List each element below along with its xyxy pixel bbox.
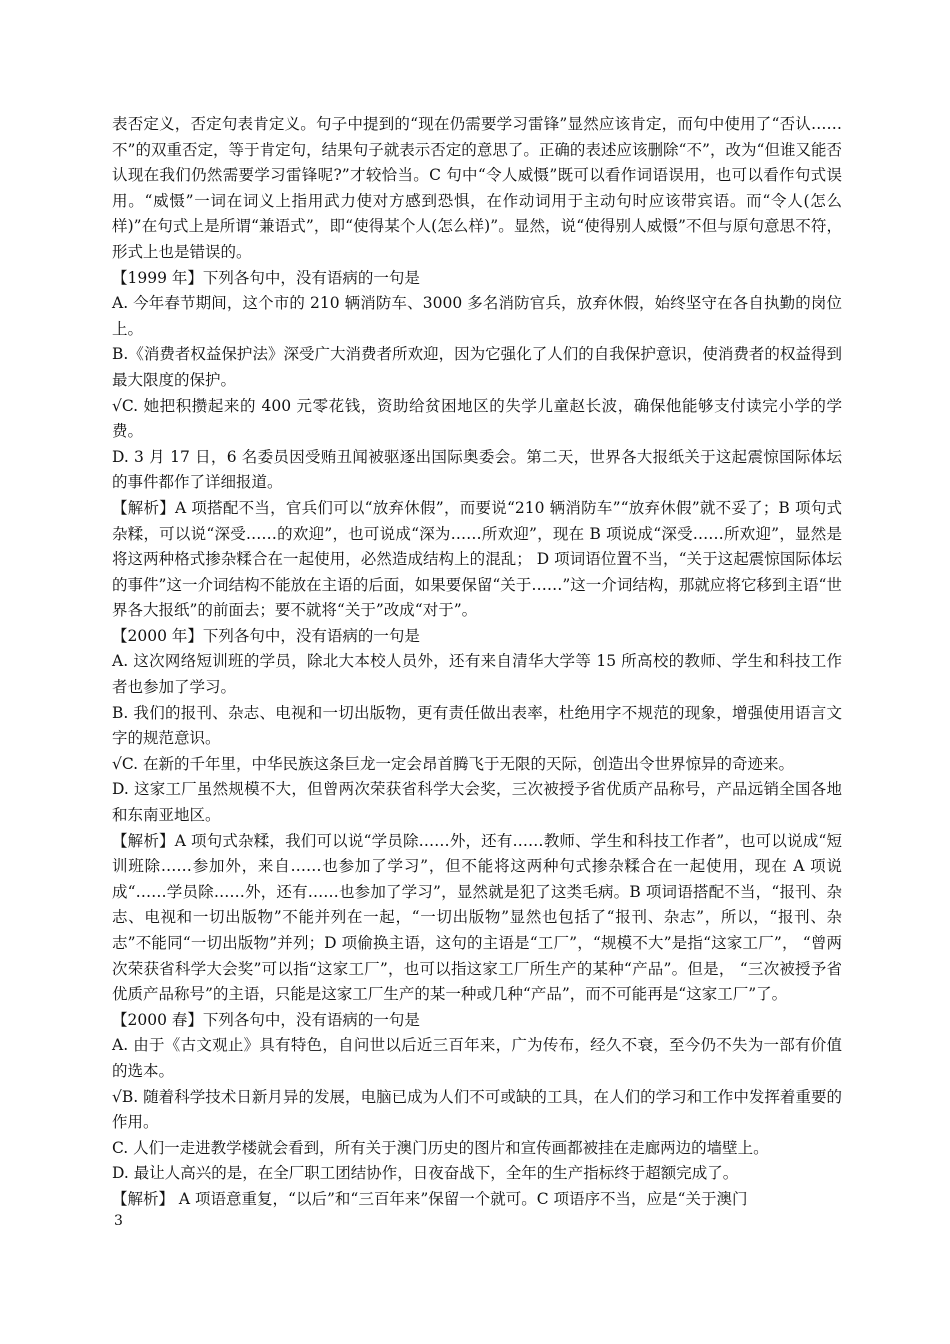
option-c-correct: √C. 她把积攒起来的 400 元零花钱，资助给贫困地区的失学儿童赵长波，确保他能够支付读完小学的学费。 xyxy=(112,396,842,441)
document-body xyxy=(112,112,842,1213)
analysis-paragraph: 【解析】 A 项语意重复，“以后”和“三百年来”保留一个就可。C 项语序不当，应是“关于澳门 xyxy=(112,1189,748,1208)
option-b-correct: √B. 随着科学技术日新月异的发展，电脑已成为人们不可或缺的工具，在人们的学习和工作中发挥着重要的作用。 xyxy=(112,1087,842,1132)
option-b: B.《消费者权益保护法》深受广大消费者所欢迎，因为它强化了人们的自我保护意识，使消费者的权益得到最大限度的保护。 xyxy=(112,345,842,389)
option-c-correct: √C. 在新的千年里，中华民族这条巨龙一定会昂首腾飞于无限的天际，创造出令世界惊异的奇迹来。 xyxy=(112,754,795,773)
option-d: D. 这家工厂虽然规模不大，但曾两次荣获省科学大会奖，三次被授予省优质产品称号，产品远销全国各地和东南亚地区。 xyxy=(112,780,842,825)
question-heading-1999: 【1999 年】下列各句中，没有语病的一句是 xyxy=(112,268,420,287)
question-heading-2000: 【2000 年】下列各句中，没有语病的一句是 xyxy=(112,626,420,645)
option-c: C. 人们一走进教学楼就会看到，所有关于澳门历史的图片和宣传画都被挂在走廊两边的墙壁上。 xyxy=(112,1138,769,1157)
option-a: A. 由于《古文观止》具有特色，自问世以后近三百年来，广为传布，经久不衰，至今仍不失为一部有价值的选本。 xyxy=(112,1036,842,1080)
page-number: 3 xyxy=(114,1213,123,1229)
option-b: B. 我们的报刊、杂志、电视和一切出版物，更有责任做出表率，杜绝用字不规范的现象，增强使用语言文字的规范意识。 xyxy=(112,703,842,748)
paragraph: 表否定义，否定句表肯定义。句子中提到的“现在仍需要学习雷锋”显然应该肯定，而句中使用了“否认……不”的双重否定，等于肯定句，结果句子就表示否定的意思了。正确的表述应该删除“不”，改为“但谁又能否认现在我们仍然需要学习雷锋呢?”才较恰当。C 句中“令人威慑”既可以看作词语误用，也可以看作句式误用。“威慑”一词在词义上指用武力使对方感到恐惧，在作动词用于主动句时应该带宾语。而“令人(怎么样)”在句式上是所谓“兼语式”，即“使得某个人(怎么样)”。显然，说“使得别人威慑”不但与原句意思不符，形式上也是错误的。 xyxy=(112,115,842,261)
option-d: D. 最让人高兴的是，在全厂职工团结协作，日夜奋战下，全年的生产指标终于超额完成了。 xyxy=(112,1164,739,1183)
option-d: D. 3 月 17 日，6 名委员因受贿丑闻被驱逐出国际奥委会。第二天，世界各大报纸关于这起震惊国际体坛的事件都作了详细报道。 xyxy=(112,447,842,492)
question-heading-2000-spring: 【2000 春】下列各句中，没有语病的一句是 xyxy=(112,1010,420,1029)
option-a: A. 这次网络短训班的学员，除北大本校人员外，还有来自清华大学等 15 所高校的教师、学生和科技工作者也参加了学习。 xyxy=(112,652,842,697)
option-a: A. 今年春节期间，这个市的 210 辆消防车、3000 多名消防官兵，放弃休假，始终坚守在各自执勤的岗位上。 xyxy=(112,294,842,338)
analysis-paragraph: 【解析】A 项搭配不当，官兵们可以“放弃休假”，而要说“210 辆消防车”“放弃休假”就不妥了；B 项句式杂糅，可以说“深受……的欢迎”，也可说成“深为……所欢迎”，现在 B 项说成“深受……所欢迎”，显然是将这两种格式掺杂糅合在一起使用，必然造成结构上的混乱； D 项词语位置不当，“关于这起震惊国际体坛的事件”这一介词结构不能放在主语的后面，如果要保留“关于……”这一介词结构，那就应将它移到主语“世界各大报纸”的前面去；要不就将“关于”改成“对于”。 xyxy=(112,498,842,620)
analysis-paragraph: 【解析】A 项句式杂糅，我们可以说“学员除……外，还有……教师、学生和科技工作者”，也可以说成“短训班除……参加外，来自……也参加了学习”，但不能将这两种句式掺杂糅合在一起使用，现在 A 项说成“……学员除……外，还有……也参加了学习”，显然就是犯了这类毛病。B 项词语搭配不当，“报刊、杂志、电视和一切出版物”不能并列在一起，“一切出版物”显然也包括了“报刊、杂志”，所以，“报刊、杂志”不能同“一切出版物”并列；D 项偷换主语，这句的主语是“工厂”，“规模不大”是指“这家工厂”， “曾两次荣获省科学大会奖”可以指“这家工厂”，也可以指这家工厂所生产的某种“产品”。但是， “三次被授予省优质产品称号”的主语，只能是这家工厂生产的某一种或几种“产品”，而不可能再是“这家工厂”了。 xyxy=(112,831,842,1004)
